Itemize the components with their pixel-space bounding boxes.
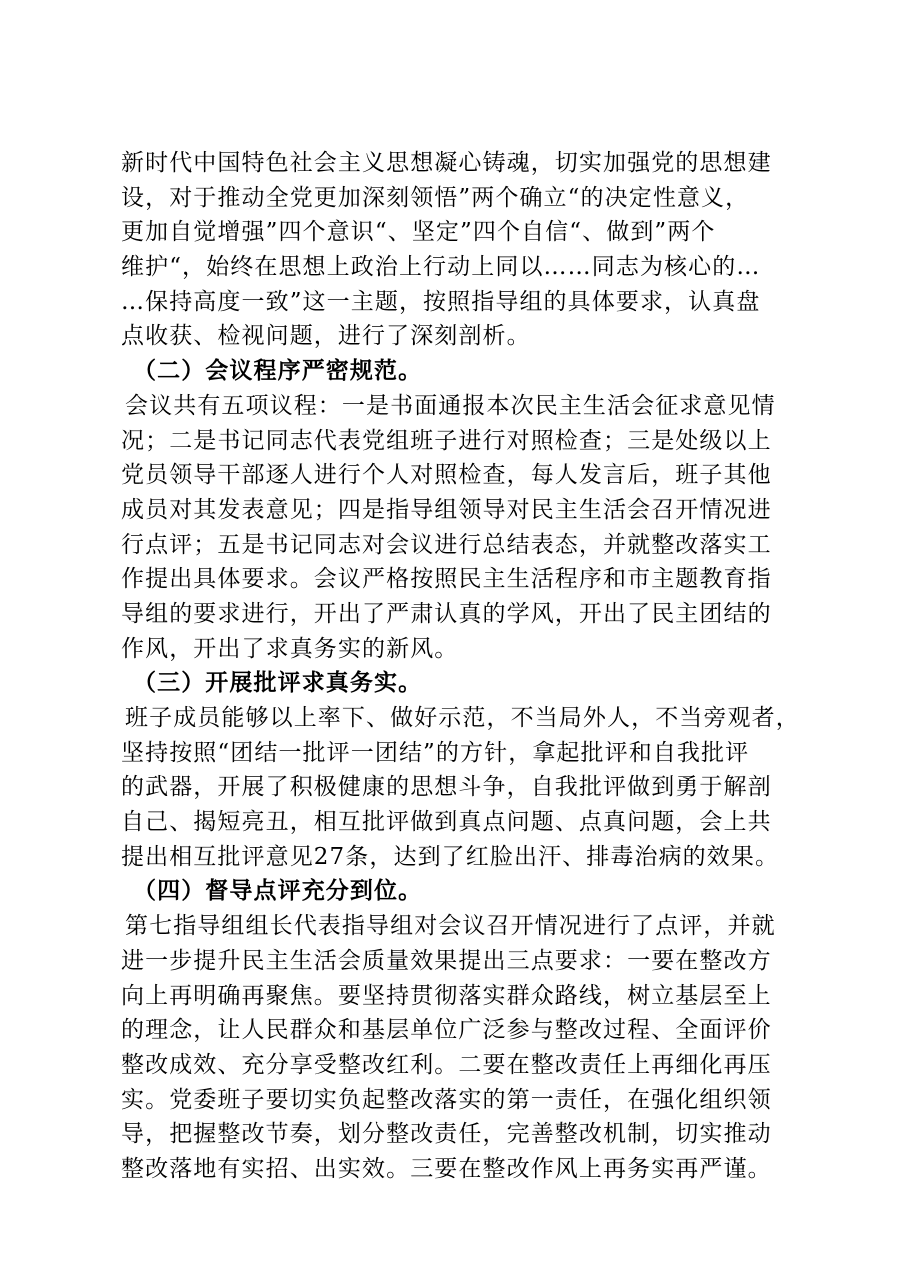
text-line: 点收获、检视问题，进行了深刻剖析。 (121, 323, 531, 350)
section-heading: （二）会议程序严密规范。 (133, 357, 423, 385)
text-line: 的理念，让人民群众和基层单位广泛参与整改过程、全面评价 (121, 1017, 772, 1044)
text-line: 自己、揭短亮丑，相互批评做到真点问题、点真问题，会上共 (121, 809, 772, 836)
text-line: 向上再明确再聚焦。要坚持贯彻落实群众路线，树立基层至上 (121, 982, 772, 1009)
text-line: 更加自觉增强”四个意识“、坚定”四个自信“、做到”两个 (121, 219, 716, 246)
text-line: 整改落地有实招、出实效。三要在整改作风上再务实再严谨。 (121, 1155, 772, 1182)
text-line: 导组的要求进行，开出了严肃认真的学风，开出了民主团结的 (121, 600, 772, 627)
section-heading: （四）督导点评充分到位。 (133, 877, 423, 905)
text-line: 成员对其发表意见；四是指导组领导对民主生活会召开情况进 (121, 496, 772, 523)
text-line: 维护“，始终在思想上政治上行动上同以……同志为核心的… (121, 254, 761, 281)
document-body (121, 146, 801, 1187)
text-line: 实。党委班子要切实负起整改落实的第一责任，在强化组织领 (121, 1086, 772, 1113)
section-heading: （三）开展批评求真务实。 (133, 669, 423, 697)
text-line: 党员领导干部逐人进行个人对照检查，每人发言后，班子其他 (121, 462, 772, 489)
text-line: 新时代中国特色社会主义思想凝心铸魂，切实加强党的思想建 (121, 150, 772, 176)
text-line: 坚持按照“团结一批评一团结”的方针，拿起批评和自我批评 (121, 739, 750, 766)
text-line: 提出相互批评意见27条，达到了红脸出汗、排毒治病的效果。 (121, 843, 780, 870)
text-line: …保持高度一致”这一主题，按照指导组的具体要求，认真盘 (121, 288, 761, 315)
text-line: 第七指导组组长代表指导组对会议召开情况进行了点评，并就 (125, 913, 776, 940)
text-line: 导，把握整改节奏，划分整改责任，完善整改机制，切实推动 (121, 1121, 772, 1148)
text-line: 设，对于推动全党更加深刻领悟”两个确立“的决定性意义， (121, 184, 750, 211)
text-line: 作风，开出了求真务实的新风。 (121, 635, 459, 662)
text-line: 况；二是书记同志代表党组班子进行对照检查；三是处级以上 (121, 427, 772, 454)
text-line: 会议共有五项议程：一是书面通报本次民主生活会征求意见情 (125, 392, 776, 419)
text-line: 的武器，开展了积极健康的思想斗争，自我批评做到勇于解剖 (121, 774, 772, 801)
text-line: 进一步提升民主生活会质量效果提出三点要求：一要在整改方 (121, 947, 772, 974)
text-line: 整改成效、充分享受整改红利。二要在整改责任上再细化再压 (121, 1051, 772, 1078)
text-line: 行点评；五是书记同志对会议进行总结表态，并就整改落实工 (121, 531, 772, 558)
text-line: 作提出具体要求。会议严格按照民主生活程序和市主题教育指 (121, 566, 772, 593)
text-line: 班子成员能够以上率下、做好示范，不当局外人，不当旁观者， (125, 705, 800, 731)
